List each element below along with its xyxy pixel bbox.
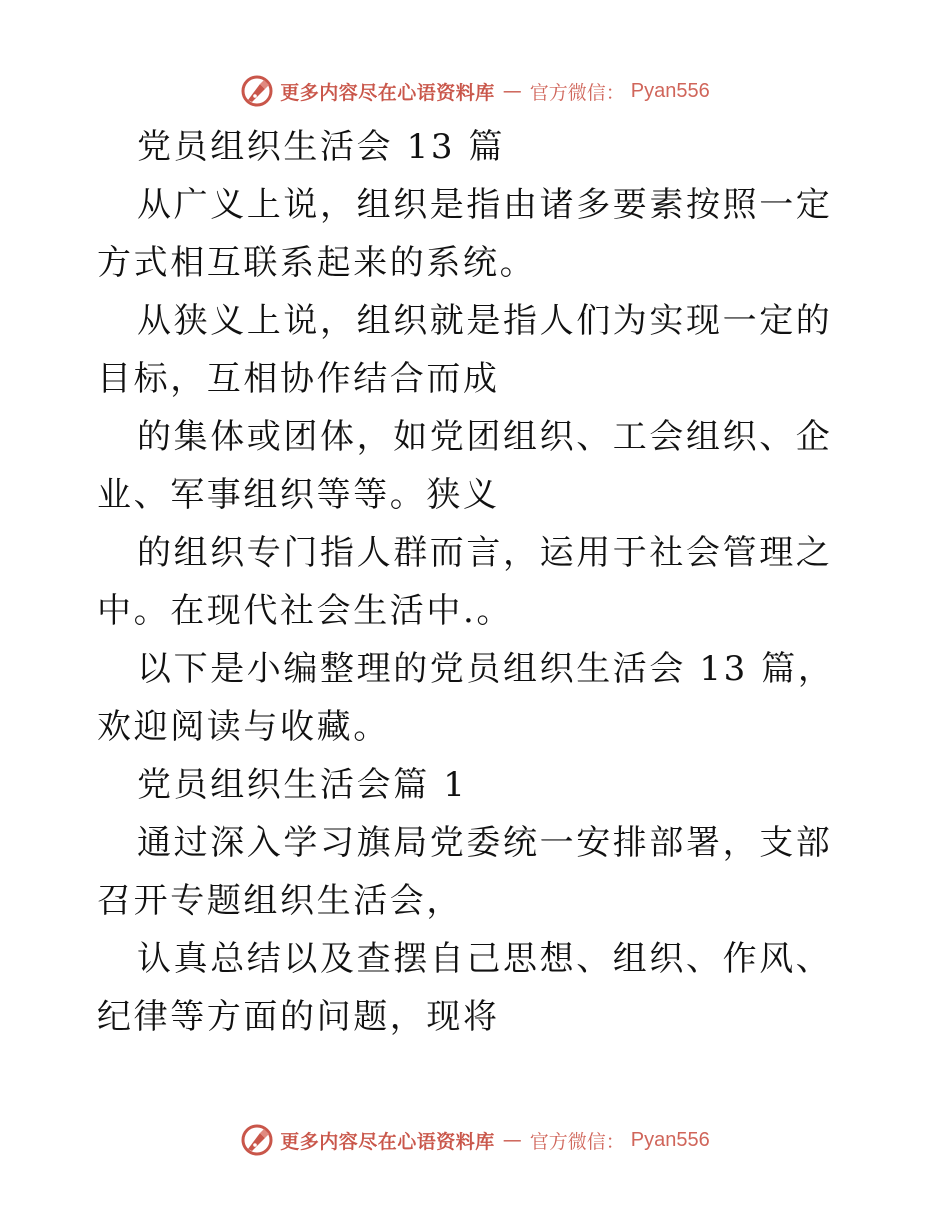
section-heading: 党员组织生活会篇 1 (137, 765, 468, 805)
document-title: 党员组织生活会 13 篇 (137, 127, 506, 167)
banner-wechat-id: Pyan556 (630, 79, 710, 102)
header-banner (0, 71, 950, 111)
banner-wechat-id: Pyan556 (630, 1128, 710, 1151)
banner-dash: — (502, 80, 522, 102)
pen-nib-logo-icon (240, 1123, 274, 1157)
paragraph: 通过深入学习旗局党委统一安排部署，支部召开专题组织生活会， (97, 823, 833, 921)
banner-site-text: 更多内容尽在心语资料库 (280, 81, 495, 104)
banner-site-text: 更多内容尽在心语资料库 (280, 1130, 495, 1153)
paragraph: 的组织专门指人群而言，运用于社会管理之中。在现代社会生活中.。 (97, 533, 833, 631)
banner-wechat-label: 官方微信： (529, 81, 625, 104)
footer-banner-inner (240, 1123, 710, 1157)
banner-dash: — (502, 1129, 522, 1151)
pen-nib-logo-icon (240, 74, 274, 108)
footer-banner (0, 1120, 950, 1160)
document-body (97, 118, 853, 1046)
paragraph: 从广义上说，组织是指由诸多要素按照一定方式相互联系起来的系统。 (97, 185, 833, 283)
paragraph: 从狭义上说，组织就是指人们为实现一定的目标，互相协作结合而成 (97, 301, 833, 399)
banner-wechat-label: 官方微信： (529, 1130, 625, 1153)
paragraph: 的集体或团体，如党团组织、工会组织、企业、军事组织等等。狭义 (97, 417, 833, 515)
paragraph: 认真总结以及查摆自己思想、组织、作风、纪律等方面的问题，现将 (97, 939, 833, 1037)
paragraph: 以下是小编整理的党员组织生活会 13 篇，欢迎阅读与收藏。 (97, 649, 835, 747)
header-banner-inner (240, 74, 710, 108)
